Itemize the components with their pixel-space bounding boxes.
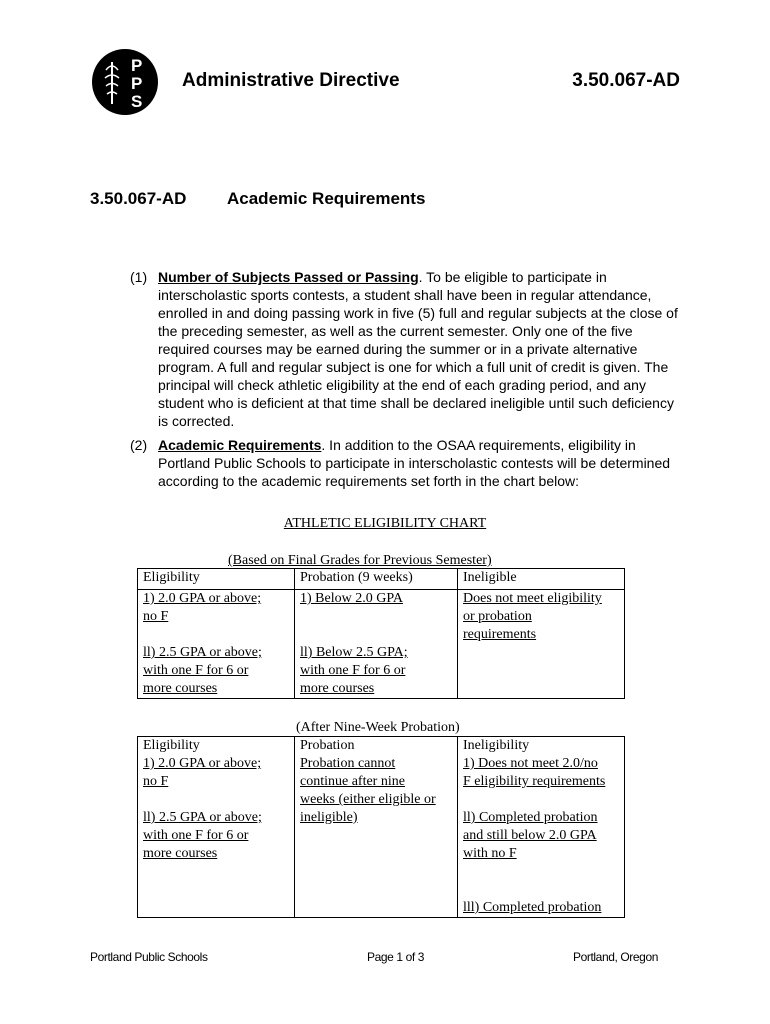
cell-line: with one F for 6 or: [300, 663, 406, 678]
header-eligibility: Eligibility: [138, 569, 295, 590]
section-number: 3.50.067-AD: [90, 189, 187, 208]
cell-line: with no F: [463, 846, 517, 861]
logo-letter: P: [131, 56, 143, 75]
header-ineligibility: Ineligibility: [458, 737, 625, 756]
cell-line: no F: [143, 609, 169, 624]
cell-line: continue after nine: [300, 774, 405, 789]
header-ineligible: Ineligible: [458, 569, 625, 590]
cell-line: with one F for 6 or: [143, 828, 249, 843]
table-header-row: [138, 737, 625, 756]
cell-line: ineligible): [300, 810, 358, 825]
cell-line: more courses: [143, 681, 218, 696]
eligibility-table-probation: [137, 736, 625, 918]
paragraph-body: [158, 268, 686, 430]
paragraph-1: [130, 268, 686, 430]
ineligibility-cell: [458, 755, 625, 918]
cell-line: more courses: [300, 681, 375, 696]
footer-location: Portland, Oregon: [573, 950, 658, 964]
cell-line: ll) Completed probation: [463, 810, 598, 825]
table-row: [138, 590, 625, 699]
cell-line: ll) 2.5 GPA or above;: [143, 645, 262, 660]
probation-cell: [295, 590, 458, 699]
table-2-caption: (After Nine-Week Probation): [296, 720, 460, 735]
paragraph-2: [130, 436, 686, 490]
cell-line: lll) Completed probation: [463, 900, 602, 915]
eligibility-cell: [138, 590, 295, 699]
pps-logo: [91, 48, 159, 116]
ineligible-cell: [458, 590, 625, 699]
cell-line: no F: [143, 774, 169, 789]
cell-line: requirements: [463, 627, 537, 642]
paragraph-heading: Number of Subjects Passed or Passing: [158, 269, 419, 285]
paragraph-body: [158, 436, 686, 490]
table-header-row: [138, 569, 625, 590]
cell-line: 1) Does not meet 2.0/no: [463, 756, 598, 771]
table-1-caption: (Based on Final Grades for Previous Semester): [228, 553, 492, 568]
cell-line: 1) 2.0 GPA or above;: [143, 756, 262, 771]
paragraph-text: . In addition to the OSAA requirements, eligibility in Portland Public Schools to participate in interscholastic contests will be determined according to the academic requirements set forth in the chart below:: [158, 437, 671, 489]
cell-line: weeks (either eligible or: [300, 792, 436, 807]
paragraph-heading: Academic Requirements: [158, 437, 322, 453]
probation-cell: [295, 755, 458, 918]
footer-organization: Portland Public Schools: [90, 950, 208, 964]
chart-title: ATHLETIC ELIGIBILITY CHART: [283, 516, 487, 531]
header-probation: Probation: [295, 737, 458, 756]
paragraph-number: (1): [130, 269, 148, 285]
cell-line: 1) 2.0 GPA or above;: [143, 591, 262, 606]
cell-line: 1) Below 2.0 GPA: [300, 591, 403, 606]
header-probation: Probation (9 weeks): [295, 569, 458, 590]
cell-line: more courses: [143, 846, 218, 861]
cell-line: F eligibility requirements: [463, 774, 606, 789]
document-number: 3.50.067-AD: [572, 70, 680, 91]
logo-letter: S: [131, 92, 143, 111]
eligibility-cell: [138, 755, 295, 918]
cell-line: and still below 2.0 GPA: [463, 828, 597, 843]
cell-line: Does not meet eligibility: [463, 591, 602, 606]
paragraph-text: . To be eligible to participate in interscholastic sports contests, a student shall have been in regular attendance, enrolled in and doing passing work in five (5) full and regular subjects at the close of the preceding semester, as well as the current semester. Only one of the five required courses may be earned during the summer or in a private alternative program. A full and regular subject is one for which a full unit of credit is given. The principal will check athletic eligibility at the end of each grading period, and any student who is deficient at that time shall be declared ineligible until such deficiency is corrected.: [158, 269, 678, 429]
footer-page-number: Page 1 of 3: [367, 950, 424, 964]
eligibility-table-semester: [137, 568, 625, 699]
cell-line: or probation: [463, 609, 532, 624]
document-title: Administrative Directive: [182, 70, 400, 91]
cell-line: ll) 2.5 GPA or above;: [143, 810, 262, 825]
table-row: [138, 755, 625, 918]
pps-logo-mark: [91, 48, 159, 116]
cell-line: ll) Below 2.5 GPA;: [300, 645, 408, 660]
cell-line: with one F for 6 or: [143, 663, 249, 678]
logo-letter: P: [131, 74, 143, 93]
section-title: Academic Requirements: [227, 189, 426, 208]
header-eligibility: Eligibility: [138, 737, 295, 756]
cell-line: Probation cannot: [300, 756, 396, 771]
paragraph-number: (2): [130, 437, 148, 453]
